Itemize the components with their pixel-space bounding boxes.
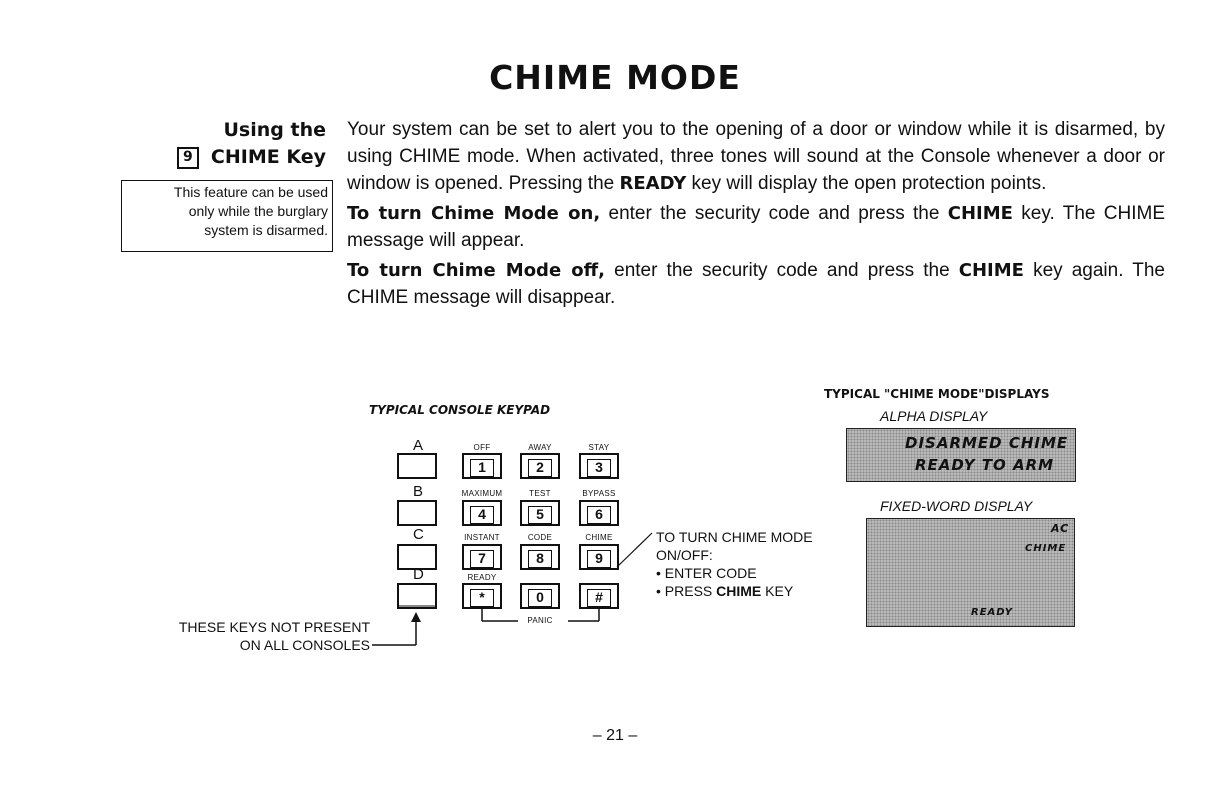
key-9-icon: 9 [177,147,199,169]
text-span: enter the security code and press the [605,260,959,281]
alpha-display [846,428,1076,482]
instr-line: TO TURN CHIME MODE [656,529,813,545]
fixed-word-display-title: FIXED-WORD DISPLAY [880,498,1033,514]
fixed-chime-indicator: CHIME [1025,543,1067,554]
key-label: OFF [473,443,491,452]
instr-line [656,582,813,600]
panic-label: PANIC [527,616,553,625]
letter-a-label: A [413,437,424,454]
alpha-display-title: ALPHA DISPLAY [880,408,988,424]
fixed-ready-indicator: READY [971,607,1014,618]
key-value: 4 [470,506,494,524]
key-value: * [470,589,494,607]
key-value: 8 [528,550,552,568]
bold-span: CHIME [958,260,1024,281]
bold-span: CHIME [947,203,1013,224]
text-span: enter the security code and press the [600,203,948,224]
fixed-word-display [866,518,1075,627]
keypad-title: TYPICAL CONSOLE KEYPAD [369,403,551,417]
key-value: 0 [528,589,552,607]
key-label: CODE [527,533,553,542]
text-span: KEY [761,583,794,599]
key-label: AWAY [528,443,552,452]
key-label: CHIME [585,533,613,542]
bold-span: READY [619,173,687,194]
key-value: 1 [470,459,494,477]
key-value: 6 [587,506,611,524]
text-span: key. The CHIME message will appear. [347,203,1166,251]
key-label: READY [467,573,497,582]
alpha-line-2: READY TO ARM [915,456,1055,474]
side-heading-line1: Using the [223,119,326,141]
alpha-line-1: DISARMED CHIME [905,434,1069,452]
key-value: 9 [587,550,611,568]
key-label: TEST [529,489,551,498]
text-span: • PRESS [656,583,717,599]
letter-d-label: D [413,566,424,583]
fixed-ac-indicator: AC [1051,522,1070,535]
letter-c-label: C [413,526,424,543]
key-label: BYPASS [582,489,616,498]
note-line: THESE KEYS NOT PRESENT [178,619,370,635]
note-line: This feature can be used [173,184,328,200]
key-label: STAY [588,443,610,452]
key-label: INSTANT [464,533,500,542]
bold-span: CHIME [716,583,762,599]
note-line: system is disarmed. [204,222,328,238]
chime-instructions [656,528,813,600]
keys-not-present-note [148,618,370,654]
page-title: CHIME MODE [489,58,741,97]
instr-line: • ENTER CODE [656,565,757,581]
key-value: 2 [528,459,552,477]
text-span: Your system can be set to alert you to the opening of a door or window while it is disarmed, by using CHIME mode. When activated, three tones will sound at the Console whenever a door or window is opened. Pressing the [347,119,1165,194]
note-line: ON ALL CONSOLES [239,637,370,653]
letter-b-label: B [413,483,424,500]
key-value: # [587,589,611,607]
key-value: 7 [470,550,494,568]
text-span: key again. The CHIME message will disappear. [347,260,1165,308]
key-value: 5 [528,506,552,524]
displays-title: TYPICAL "CHIME MODE"DISPLAYS [824,387,1050,401]
key-label: MAXIMUM [461,489,503,498]
key-value: 3 [587,459,611,477]
text-span: key will display the open protection points. [686,173,1047,194]
side-heading-key: CHIME Key [210,146,326,168]
page-number: – 21 – [592,727,638,744]
bold-span: To turn Chime Mode on, [347,203,601,224]
note-line: only while the burglary [188,203,328,219]
instr-line: ON/OFF: [656,547,713,563]
bold-span: To turn Chime Mode off, [347,260,606,281]
